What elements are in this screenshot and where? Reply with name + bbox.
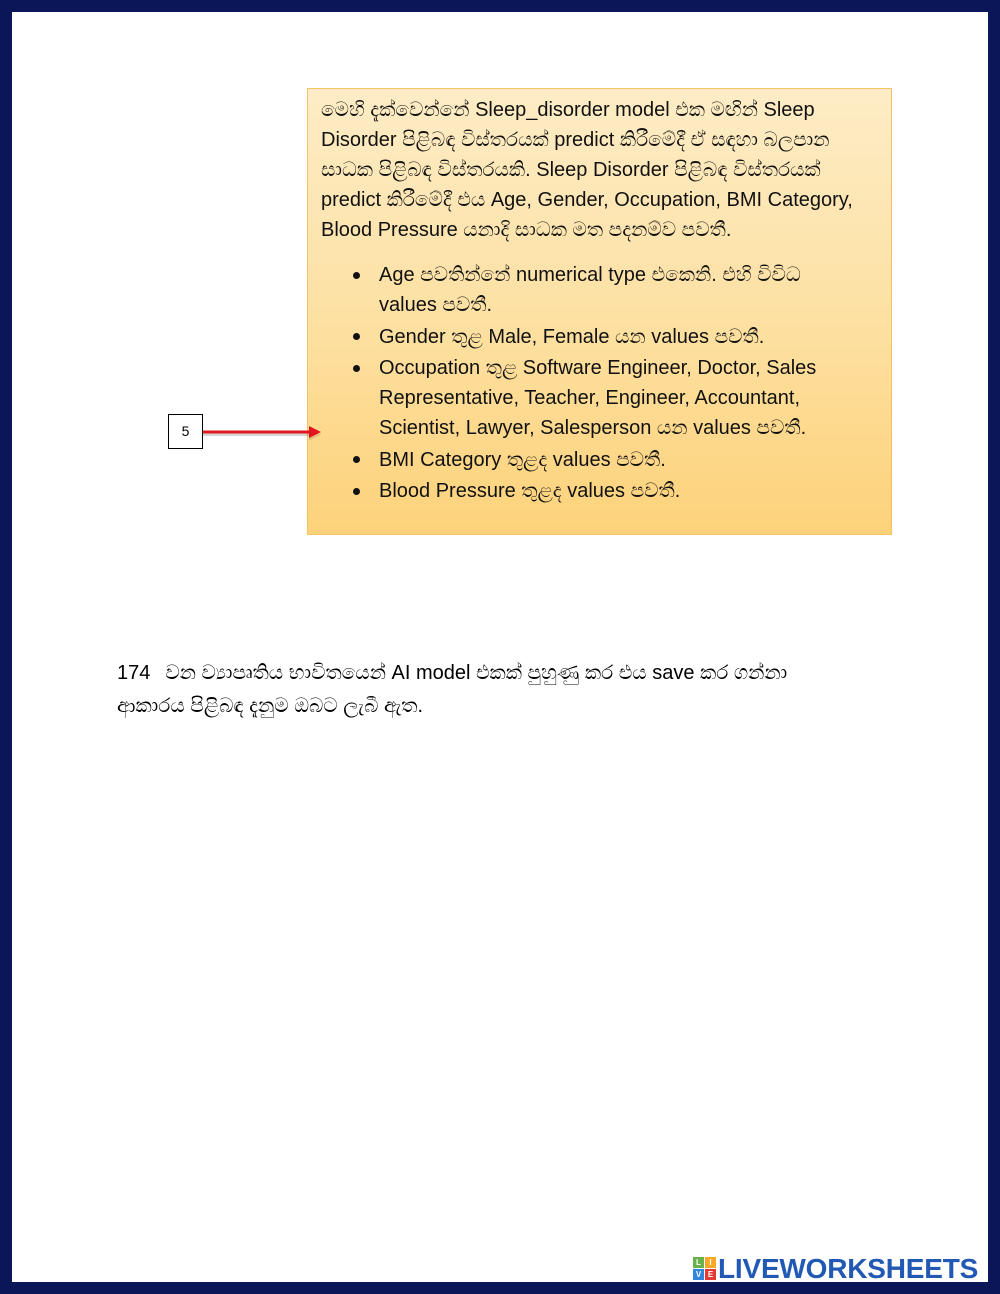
logo-tile: L — [693, 1257, 704, 1268]
liveworksheets-logo-text: LIVEWORKSHEETS — [718, 1253, 979, 1284]
task-line — [117, 657, 917, 690]
bullet-dot-icon — [353, 456, 360, 463]
callout-number-label: 5 — [168, 414, 203, 449]
bullet-item-line: Occupation තුළ Software Engineer, Doctor, Sales — [379, 357, 817, 379]
bullet-dot-icon — [353, 272, 360, 279]
callout-paragraph — [321, 95, 885, 245]
right-arrow-icon — [200, 420, 324, 444]
bullet-item-bmi-category — [321, 445, 885, 475]
task-description — [117, 657, 917, 723]
task-line-text: වන ව්‍යාපෘතිය භාවිතයෙන් AI model එකක් පුහුණු කර එය save කර ගන්නා — [165, 662, 788, 684]
bullet-item-line: values පවතී. — [379, 294, 493, 316]
callout-paragraph-line: සාධක පිළිබඳ විස්තරයකි. Sleep Disorder පිළිබඳ විස්තරයක් — [321, 159, 821, 181]
callout-paragraph-line: මෙහි දැක්වෙන්නේ Sleep_disorder model එක මඟින් Sleep — [321, 99, 815, 121]
callout-paragraph-line: Disorder පිළිබඳ විස්තරයක් predict කිරීමේදී ඒ සඳහා බලපාන — [321, 129, 830, 151]
bullet-item-line: BMI Category තුළද values පවතී. — [379, 448, 666, 471]
bullet-item-line: Age පවතින්නේ numerical type එකෙනි. එහි විවිධ — [379, 264, 801, 286]
bullet-dot-icon — [353, 333, 360, 340]
bullet-item-age — [321, 260, 885, 320]
bullet-item-line: Gender තුළ Male, Female යන values පවතී. — [379, 325, 765, 348]
logo-tile: I — [705, 1257, 716, 1268]
sleep-disorder-callout-box — [307, 88, 892, 535]
bullet-dot-icon — [353, 365, 360, 372]
task-number: 174 — [117, 662, 151, 684]
bullet-item-blood-pressure — [321, 476, 885, 506]
callout-bullet-list — [321, 260, 885, 506]
bullet-item-line: Scientist, Lawyer, Salesperson යන values පවතී. — [379, 417, 807, 439]
bullet-dot-icon — [353, 488, 360, 495]
bullet-item-line: Representative, Teacher, Engineer, Accountant, — [379, 387, 801, 409]
logo-tile: E — [705, 1269, 716, 1280]
liveworksheets-logo-icon — [693, 1257, 716, 1280]
logo-tile: V — [693, 1269, 704, 1280]
callout-paragraph-line: Blood Pressure යනාදි සාධක මත පදනම්ව පවතී. — [321, 219, 732, 241]
bullet-item-line: Blood Pressure තුළද values පවතී. — [379, 480, 681, 502]
callout-paragraph-line: predict කිරීමේදී එය Age, Gender, Occupation, BMI Category, — [321, 189, 853, 211]
bullet-item-gender — [321, 322, 885, 352]
task-line: ආකාරය පිළිබඳ දැනුම ඔබට ලැබී ඇත. — [117, 695, 424, 717]
bullet-item-occupation — [321, 353, 885, 443]
